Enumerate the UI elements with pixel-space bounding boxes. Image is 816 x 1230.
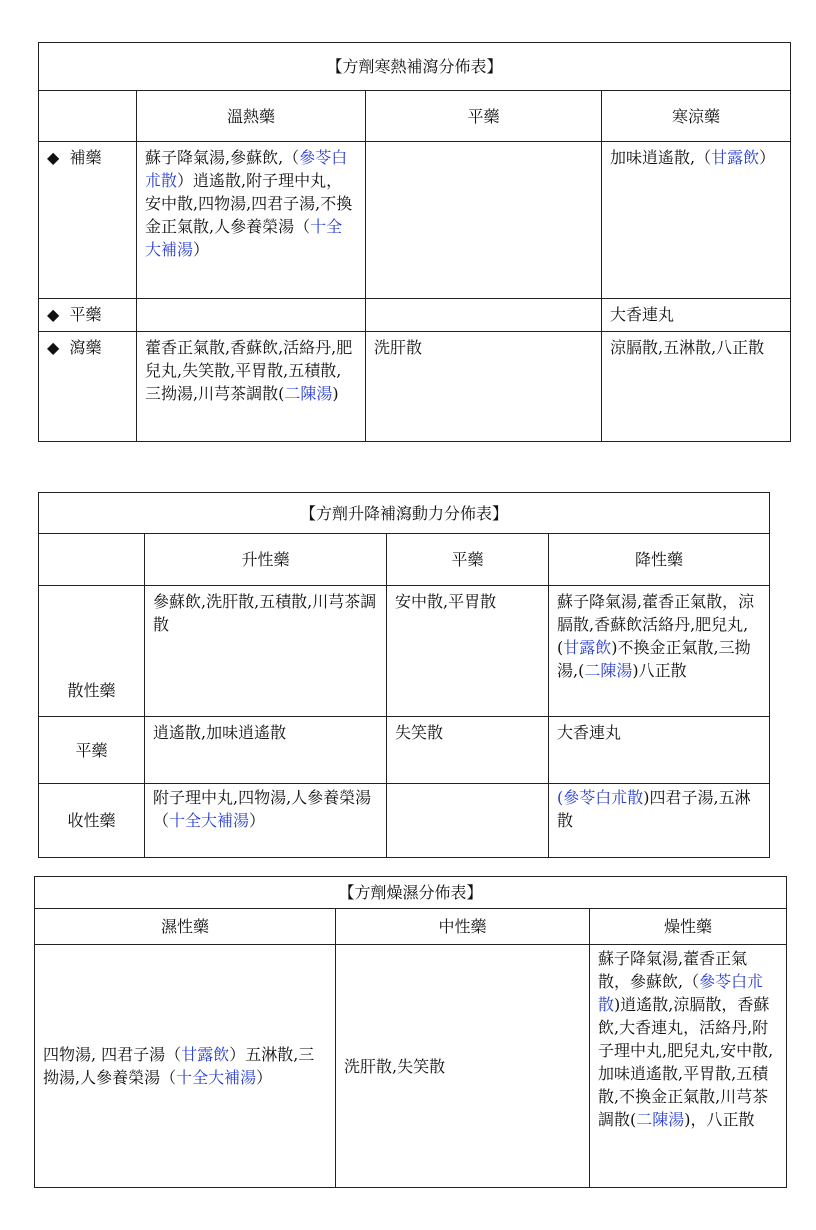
highlighted-formula: 甘露飲 [181, 1045, 230, 1064]
formula-text: 加味逍遙散,（ [610, 148, 712, 167]
row-label: ◆ 平藥 [39, 299, 137, 332]
table-cell [549, 784, 770, 858]
header-cell: 降性藥 [549, 534, 770, 586]
formula-text: 四物湯, 四君子湯（ [43, 1045, 182, 1064]
highlighted-formula: 二陳湯 [636, 1110, 685, 1129]
formula-text: ）五淋散,三拗湯,人參養榮湯（ [43, 1045, 315, 1087]
formula-text: 藿香正氣散,香蘇飲,活絡丹,肥兒丸,失笑散,平胃散,五積散,三拗湯,川芎茶調散( [145, 338, 353, 403]
formula-text: )八正散 [632, 661, 687, 680]
diamond-bullet-icon: ◆ [47, 148, 60, 167]
formula-text: 洗肝散,失笑散 [344, 1056, 446, 1076]
highlighted-formula: 參苓白朮散 [145, 148, 348, 190]
table-cell [137, 142, 366, 299]
formula-text: ） [193, 240, 210, 259]
table-cell [137, 332, 366, 442]
formula-text: )，八正散 [684, 1110, 755, 1129]
formula-text: )不換金正氣散,三拗湯,( [557, 638, 751, 680]
table-cell [366, 142, 602, 299]
formula-text: 逍遙散,加味逍遙散 [153, 723, 287, 742]
header-cell [39, 91, 137, 142]
table-cell [387, 784, 549, 858]
highlighted-formula: 甘露飲 [563, 638, 612, 657]
highlighted-formula: 參苓白朮散 [563, 788, 644, 807]
formula-text: ） [759, 148, 776, 167]
formula-text: 大香連丸 [610, 305, 675, 324]
row-label: 散性藥 [39, 586, 145, 717]
highlighted-formula: 十全大補湯 [145, 217, 343, 259]
row-label: 平藥 [39, 717, 145, 784]
row-label: ◆ 瀉藥 [39, 332, 137, 442]
table-cell [137, 299, 366, 332]
ascend-descend-table [38, 492, 770, 858]
header-cell [39, 534, 145, 586]
formula-text: 參蘇飲,洗肝散,五積散,川芎茶調散 [153, 592, 377, 634]
highlighted-formula: 二陳湯 [284, 384, 333, 403]
formula-text: ）逍遙散,附子理中丸，安中散,四物湯,四君子湯,不換金正氣散,人參養榮湯（ [145, 171, 353, 236]
header-cell: 中性藥 [336, 909, 590, 945]
header-cell: 寒涼藥 [602, 91, 791, 142]
table-cell [602, 142, 791, 299]
header-cell: 平藥 [366, 91, 602, 142]
table-cell [387, 586, 549, 717]
header-cell: 濕性藥 [35, 909, 336, 945]
warm-cold-table [38, 42, 791, 442]
header-cell: 升性藥 [145, 534, 387, 586]
formula-text: 洗肝散 [374, 338, 423, 357]
diamond-bullet-icon: ◆ [47, 305, 60, 324]
header-cell: 燥性藥 [590, 909, 787, 945]
table-cell [549, 586, 770, 717]
highlighted-formula: 十全大補湯 [176, 1068, 257, 1087]
formula-text: 蘇子降氣湯,藿香正氣散，涼膈散,香蘇飲活絡丹,肥兒丸,( [557, 592, 755, 657]
formula-text: )逍遙散,涼膈散，香蘇飲,大香連丸，活絡丹,附子理中丸,肥兒丸,安中散,加味逍遙散,平胃散,五積散,不換金正氣散,川芎茶調散( [598, 995, 774, 1129]
formula-text: 蘇子降氣湯,參蘇飲,（ [145, 148, 300, 167]
formula-text: 附子理中丸,四物湯,人參養榮湯（ [153, 788, 372, 830]
table-cell [590, 945, 787, 1188]
diamond-bullet-icon: ◆ [47, 338, 60, 357]
table-cell [145, 784, 387, 858]
table-cell [602, 299, 791, 332]
table-cell [387, 717, 549, 784]
formula-text: ） [249, 811, 266, 830]
table-cell [366, 332, 602, 442]
formula-text: ） [256, 1068, 273, 1087]
formula-text: 蘇子降氣湯,藿香正氣散，參蘇飲,（ [598, 949, 748, 991]
highlighted-formula: ( [557, 788, 564, 807]
formula-text: 大香連丸 [557, 723, 622, 742]
table-title: 【方劑燥濕分佈表】 [35, 877, 787, 909]
formula-text: )四君子湯,五淋散 [557, 788, 751, 830]
table-cell [366, 299, 602, 332]
formula-text: 失笑散 [395, 723, 444, 742]
highlighted-formula: 十全大補湯 [169, 811, 250, 830]
formula-text: ) [332, 384, 339, 403]
header-cell: 溫熱藥 [137, 91, 366, 142]
table-title: 【方劑寒熱補瀉分佈表】 [39, 43, 791, 91]
table-cell [336, 945, 590, 1188]
highlighted-formula: 參苓白朮散 [598, 972, 764, 1014]
table-cell [145, 717, 387, 784]
table-cell [35, 945, 336, 1188]
formula-text: 安中散,平胃散 [395, 592, 497, 611]
table-cell [602, 332, 791, 442]
highlighted-formula: 二陳湯 [584, 661, 633, 680]
table-title: 【方劑升降補瀉動力分佈表】 [39, 493, 770, 534]
row-label: 收性藥 [39, 784, 145, 858]
table-cell [145, 586, 387, 717]
formula-text: 涼膈散,五淋散,八正散 [610, 338, 765, 357]
highlighted-formula: 甘露飲 [711, 148, 760, 167]
row-label: ◆ 補藥 [39, 142, 137, 299]
header-cell: 平藥 [387, 534, 549, 586]
table-cell [549, 717, 770, 784]
dry-damp-table [34, 876, 787, 1188]
